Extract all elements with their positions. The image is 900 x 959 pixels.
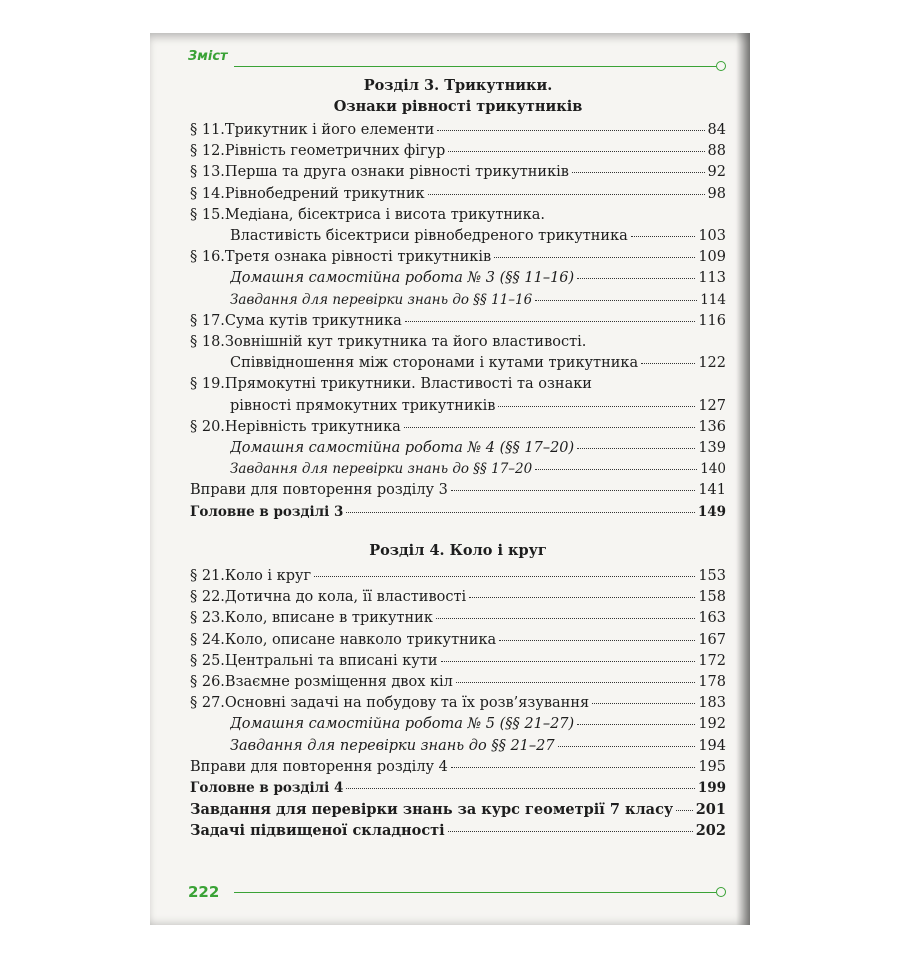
dot-leader [314, 576, 695, 577]
section-number: § 27. [190, 695, 225, 712]
page-ref[interactable]: 192 [698, 716, 726, 733]
toc-entry-line [190, 374, 726, 395]
page-ref[interactable]: 149 [697, 503, 726, 520]
section-number: § 20. [190, 418, 225, 435]
entry-title: Дотична до кола, її властивості [224, 589, 467, 606]
footer-rule-dot [716, 887, 726, 897]
section-3-title-line1: Розділ 3. Трикутники. [363, 77, 553, 94]
toc-entry [190, 714, 726, 735]
page-ref[interactable]: 199 [697, 780, 726, 797]
toc-entry [190, 120, 726, 141]
dot-leader [437, 130, 704, 131]
toc-entry-line [190, 332, 726, 353]
dot-leader [631, 236, 696, 237]
entry-title-continuation: Властивість бісектриси рівнобедреного трикутника [230, 228, 628, 245]
header-rule-dot [716, 61, 726, 71]
toc-entry [190, 438, 726, 459]
page-ref[interactable]: 141 [698, 482, 726, 499]
section-3-title [190, 75, 726, 117]
toc-entry [190, 268, 726, 289]
page-ref[interactable]: 153 [698, 568, 726, 584]
page-ref[interactable]: 167 [698, 631, 726, 648]
page-ref[interactable]: 172 [698, 652, 726, 669]
toc-entry [190, 374, 726, 416]
section-number: § 17. [190, 312, 225, 329]
page-ref[interactable]: 140 [700, 461, 726, 478]
section-number: § 12. [190, 143, 225, 160]
toc-entry [190, 459, 726, 480]
page-ref[interactable]: 84 [707, 122, 726, 138]
section-number: § 21. [190, 568, 225, 584]
section-number: § 22. [190, 589, 225, 606]
toc-entry [190, 247, 726, 268]
entry-title: Коло, вписане в трикутник [224, 610, 433, 627]
section-number: § 24. [190, 631, 225, 648]
dot-leader [469, 597, 695, 598]
toc-entry [190, 736, 726, 757]
running-header: Зміст [188, 49, 228, 64]
entry-title: Домашня самостійна робота № 4 (§§ 17–20) [230, 440, 575, 457]
entry-title: Вправи для повторення розділу 3 [190, 482, 448, 499]
section-number: § 26. [190, 674, 225, 691]
entry-title: Завдання для перевірки знань за курс геометрії 7 класу [190, 801, 674, 819]
dot-leader [456, 682, 695, 683]
page-ref[interactable]: 201 [695, 801, 726, 819]
dot-leader [498, 406, 695, 407]
dot-leader [572, 172, 705, 173]
toc-entry-continuation [190, 353, 726, 374]
toc-entry [190, 184, 726, 205]
entry-title: Завдання для перевірки знань до §§ 21–27 [230, 737, 555, 754]
dot-leader [448, 831, 693, 832]
toc-entry [190, 608, 726, 629]
page-ref[interactable]: 113 [698, 270, 726, 287]
entry-title: Коло, описане навколо трикутника [224, 631, 497, 648]
toc-entry [190, 311, 726, 332]
toc-entry [190, 480, 726, 501]
page-ref[interactable]: 92 [707, 164, 726, 181]
book-page [150, 33, 750, 925]
toc-entry [190, 799, 726, 820]
page-ref[interactable]: 195 [698, 758, 726, 775]
entry-title: Перша та друга ознаки рівності трикутників [224, 164, 569, 181]
page-ref[interactable]: 116 [698, 312, 726, 329]
dot-leader [451, 490, 695, 491]
toc-entry [190, 290, 726, 311]
entry-title: Нерівність трикутника [224, 418, 401, 435]
page-ref[interactable]: 114 [700, 291, 726, 308]
entry-title-continuation: рівності прямокутних трикутників [230, 397, 496, 414]
entry-title: Рівнобедрений трикутник [224, 185, 425, 202]
dot-leader [436, 618, 695, 619]
page-ref[interactable]: 139 [698, 440, 726, 457]
entry-title: Зовнішній кут трикутника та його властивості. [224, 334, 587, 351]
toc-entry [190, 672, 726, 693]
dot-leader [592, 703, 695, 704]
entry-title: Сума кутів трикутника [224, 312, 402, 329]
page-ref[interactable]: 98 [707, 185, 726, 202]
entry-title: Головне в розділі 4 [190, 780, 344, 797]
dot-leader [448, 151, 704, 152]
dot-leader [499, 640, 695, 641]
section-number: § 25. [190, 652, 225, 669]
toc-entry-line [190, 205, 726, 226]
dot-leader [441, 661, 696, 662]
entry-title-continuation: Співвідношення між сторонами і кутами трикутника [230, 355, 639, 372]
page-number: 222 [188, 883, 220, 901]
toc-entry [190, 141, 726, 162]
toc-entry [190, 757, 726, 778]
dot-leader [404, 427, 696, 428]
dot-leader [535, 300, 697, 301]
toc-entry-continuation [190, 396, 726, 417]
entry-title: Вправи для повторення розділу 4 [190, 758, 448, 775]
page-ref[interactable]: 136 [698, 418, 726, 435]
entry-title: Центральні та вписані кути [224, 652, 438, 669]
toc-entry [190, 820, 726, 841]
dot-leader [577, 278, 695, 279]
entry-title: Прямокутні трикутники. Властивості та ознаки [224, 376, 592, 393]
toc-entry-continuation [190, 226, 726, 247]
section-number: § 14. [190, 185, 225, 202]
section-number: § 15. [190, 206, 225, 223]
page-ref[interactable]: 122 [698, 355, 726, 372]
page-ref[interactable]: 88 [707, 143, 726, 160]
dot-leader [428, 194, 705, 195]
dot-leader [451, 767, 695, 768]
section-number: § 16. [190, 249, 225, 266]
section-number: § 18. [190, 334, 225, 351]
toc-entry [190, 587, 726, 608]
header-rule [234, 66, 716, 67]
toc-entry [190, 693, 726, 714]
toc-entry [190, 417, 726, 438]
page-ref[interactable]: 103 [698, 228, 726, 245]
toc-entry [190, 332, 726, 374]
entry-title: Рівність геометричних фігур [224, 143, 446, 160]
page-ref[interactable]: 178 [698, 674, 726, 691]
section-4-title: Розділ 4. Коло і круг [369, 542, 547, 559]
entry-title: Домашня самостійна робота № 3 (§§ 11–16) [230, 270, 575, 287]
section-number: § 13. [190, 164, 225, 181]
dot-leader [577, 448, 695, 449]
dot-leader [535, 469, 697, 470]
entry-title: Задачі підвищеної складності [190, 822, 445, 840]
dot-leader [558, 746, 696, 747]
dot-leader [346, 512, 694, 513]
entry-title: Завдання для перевірки знань до §§ 11–16 [230, 291, 533, 308]
toc-entry [190, 502, 726, 523]
section-4-toc [190, 566, 726, 842]
entry-title: Третя ознака рівності трикутників [224, 249, 492, 266]
footer-rule [234, 892, 716, 893]
toc-entry [190, 566, 726, 587]
toc-entry [190, 162, 726, 183]
page-ref[interactable]: 158 [698, 589, 726, 606]
entry-title: Трикутник і його елементи [224, 122, 435, 138]
section-number: § 19. [190, 376, 225, 393]
entry-title: Взаємне розміщення двох кіл [224, 674, 453, 691]
page-ref[interactable]: 194 [698, 737, 726, 754]
dot-leader [346, 788, 694, 789]
page-ref[interactable]: 109 [698, 249, 726, 266]
dot-leader [641, 363, 695, 364]
section-3-title-line2: Ознаки рівності трикутників [333, 98, 583, 115]
section-number: § 11. [190, 122, 225, 138]
dot-leader [405, 321, 696, 322]
section-3-toc [190, 120, 726, 523]
page-ref[interactable]: 127 [698, 397, 726, 414]
entry-title: Медіана, бісектриса і висота трикутника. [224, 206, 545, 223]
entry-title: Основні задачі на побудову та їх розв’язування [224, 695, 590, 712]
toc-entry [190, 651, 726, 672]
entry-title: Завдання для перевірки знань до §§ 17–20 [230, 461, 533, 478]
toc-entry [190, 778, 726, 799]
page-ref[interactable]: 163 [698, 610, 726, 627]
page-ref[interactable]: 202 [695, 822, 726, 840]
section-number: § 23. [190, 610, 225, 627]
page-ref[interactable]: 183 [698, 695, 726, 712]
entry-title: Домашня самостійна робота № 5 (§§ 21–27) [230, 716, 575, 733]
dot-leader [494, 257, 695, 258]
dot-leader [577, 724, 695, 725]
entry-title: Коло і круг [224, 568, 312, 584]
toc-entry [190, 205, 726, 247]
entry-title: Головне в розділі 3 [190, 503, 344, 520]
dot-leader [676, 810, 693, 811]
toc-entry [190, 630, 726, 651]
